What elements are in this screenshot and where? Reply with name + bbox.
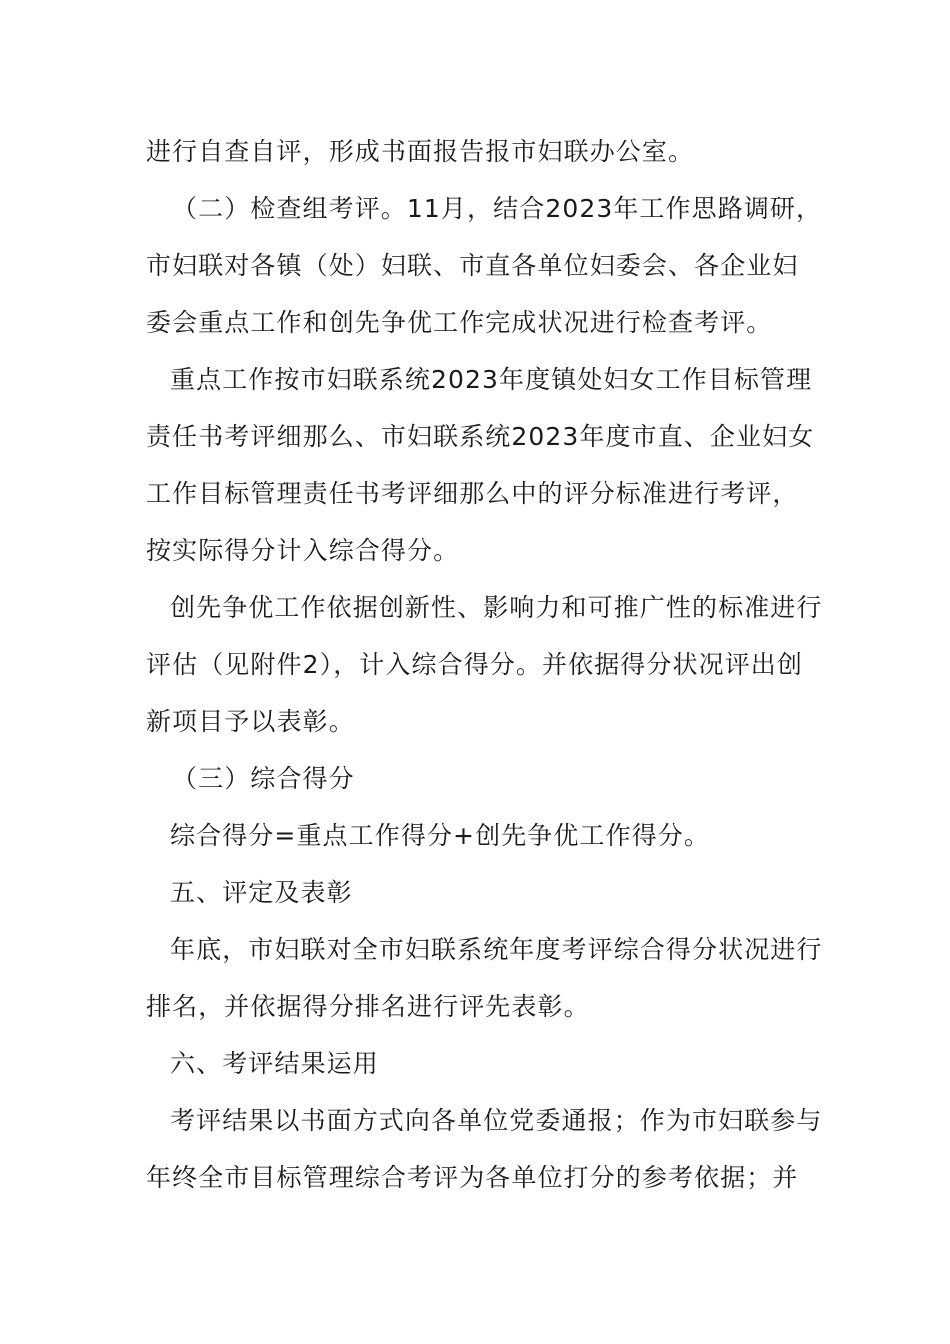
text-line: 责任书考评细那么、市妇联系统2023年度市直、企业妇女 [146,422,815,451]
text-line: 进行自查自评，形成书面报告报市妇联办公室。 [146,137,695,166]
text-line: 排名，并依据得分排名进行评先表彰。 [146,992,590,1021]
text-line: 年终全市目标管理综合考评为各单位打分的参考依据；并 [146,1163,799,1192]
section-heading: （三）综合得分 [172,764,355,793]
text-line: 委会重点工作和创先争优工作完成状况进行检查考评。 [146,308,773,337]
section-heading: 五、评定及表彰 [170,878,353,907]
paragraph-start: 创先争优工作依据创新性、影响力和可推广性的标准进行 [170,593,823,622]
paragraph-start: 年底，市妇联对全市妇联系统年度考评综合得分状况进行 [170,935,823,964]
text-line: 工作目标管理责任书考评细那么中的评分标准进行考评， [146,479,799,508]
section-heading: （二）检查组考评。11月，结合2023年工作思路调研， [172,194,823,223]
section-heading: 六、考评结果运用 [170,1049,379,1078]
text-line: 按实际得分计入综合得分。 [146,536,460,565]
paragraph-start: 综合得分=重点工作得分+创先争优工作得分。 [170,821,710,850]
paragraph-start: 考评结果以书面方式向各单位党委通报；作为市妇联参与 [170,1106,823,1135]
paragraph-start: 重点工作按市妇联系统2023年度镇处妇女工作目标管理 [170,365,813,394]
text-line: 市妇联对各镇（处）妇联、市直各单位妇委会、各企业妇 [146,251,799,280]
text-line: 评估（见附件2），计入综合得分。并依据得分状况评出创 [146,650,804,679]
text-line: 新项目予以表彰。 [146,707,355,736]
